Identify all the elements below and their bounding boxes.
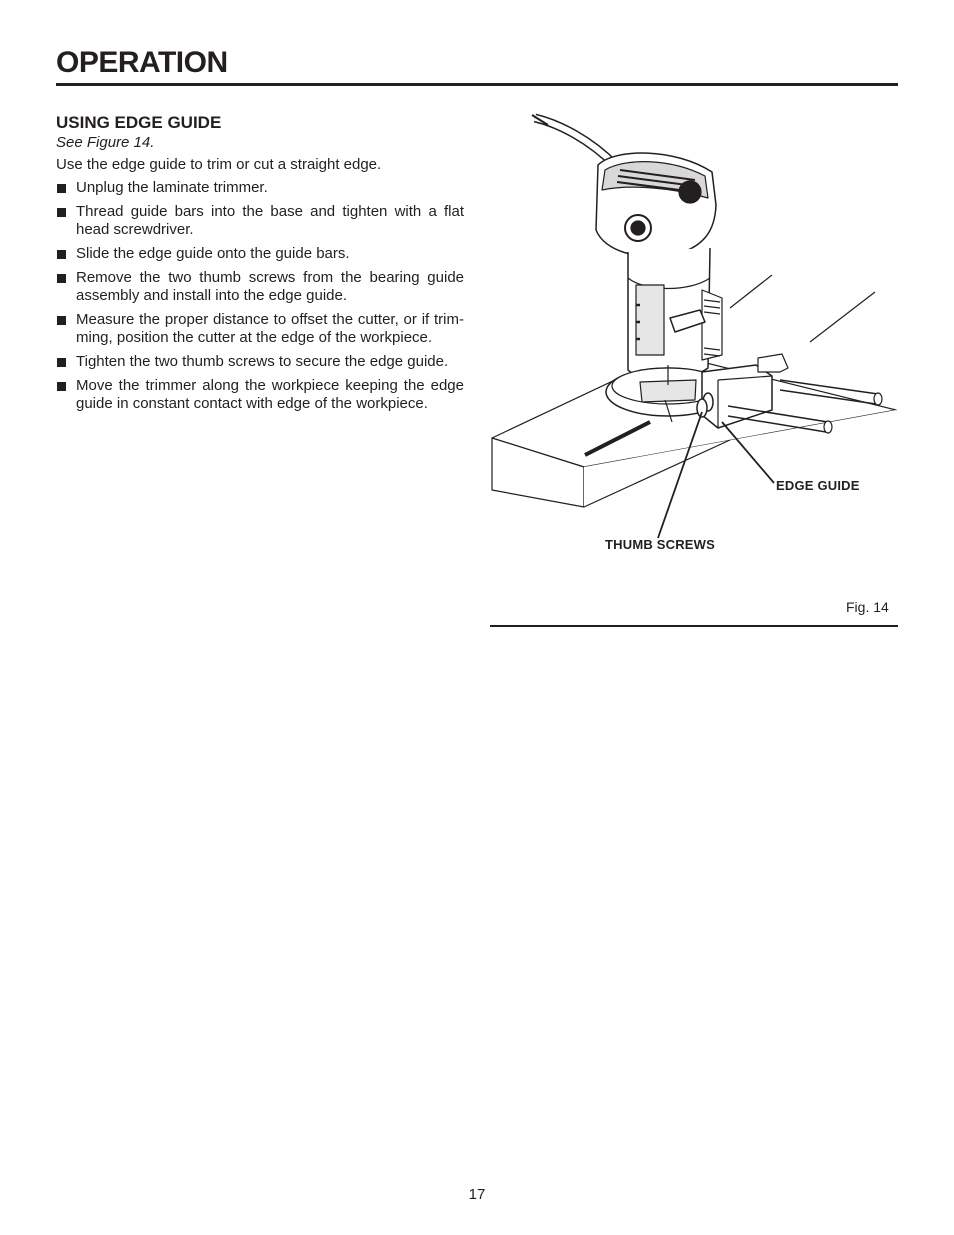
step-text: Measure the proper distance to offset the cutter, or if trim-ming, position the cutter at the edge of the workpiece. (76, 311, 464, 346)
list-item (56, 269, 464, 305)
step-text: Slide the edge guide onto the guide bars. (76, 245, 350, 262)
bullet-square-icon (57, 274, 66, 283)
list-item (56, 311, 464, 347)
step-text: Unplug the laminate trimmer. (76, 179, 268, 196)
figure-reference: See Figure 14. (56, 134, 155, 151)
list-item (56, 245, 464, 263)
bullet-square-icon (57, 208, 66, 217)
page-number: 17 (468, 1186, 486, 1203)
figure-rule (490, 625, 898, 627)
list-item (56, 353, 464, 371)
section-heading: USING EDGE GUIDE (56, 113, 222, 132)
step-text: Thread guide bars into the base and tighten with a flat head screwdriver. (76, 203, 464, 238)
list-item (56, 203, 464, 239)
figure-14 (490, 110, 898, 630)
figure-caption: Fig. 14 (846, 599, 889, 615)
steps-list (56, 179, 464, 413)
bullet-square-icon (57, 358, 66, 367)
bullet-square-icon (57, 184, 66, 193)
bullet-square-icon (57, 316, 66, 325)
trimmer-illustration (490, 110, 898, 630)
bullet-square-icon (57, 382, 66, 391)
bullet-square-icon (57, 250, 66, 259)
intro-text: Use the edge guide to trim or cut a straight edge. (56, 156, 382, 173)
instructions-column (56, 113, 464, 419)
page-title: OPERATION (56, 46, 228, 79)
list-item (56, 179, 464, 197)
thumb-screws-callout: THUMB SCREWS (605, 537, 716, 552)
step-text: Move the trimmer along the workpiece keeping the edge guide in constant contact with edge of the workpiece. (76, 377, 464, 412)
title-rule (56, 83, 898, 86)
step-text: Tighten the two thumb screws to secure the edge guide. (76, 353, 449, 370)
edge-guide-callout: EDGE GUIDE (776, 478, 860, 493)
step-text: Remove the two thumb screws from the bearing guide assembly and install into the edge guide. (76, 269, 464, 304)
list-item (56, 377, 464, 413)
